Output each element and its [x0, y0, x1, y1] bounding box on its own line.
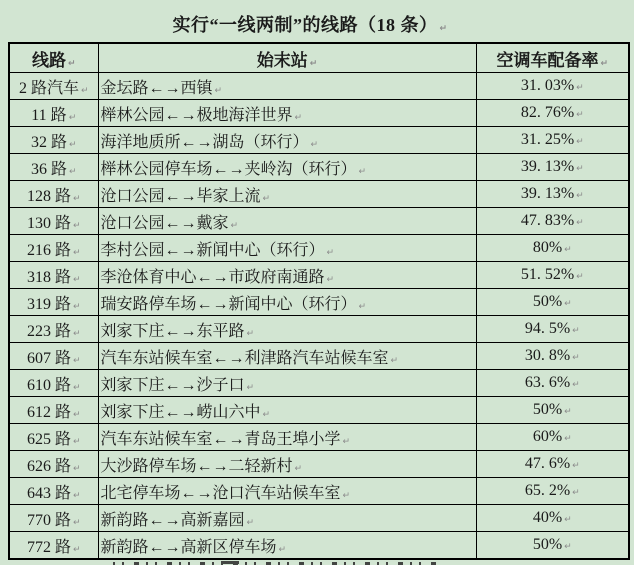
- rate-cell: [476, 451, 629, 478]
- route-cell-text: 216 路: [26, 241, 71, 259]
- rate-cell: [476, 181, 629, 208]
- rate-cell: [476, 343, 629, 370]
- header-rate-label: 空调车配备率: [496, 50, 599, 70]
- stations-cell: [98, 262, 476, 289]
- route-cell: [9, 451, 98, 478]
- stations-cell-text: 李沧体育中心←→市政府南通路: [100, 268, 325, 286]
- stations-cell-text: 大沙路停车场←→二轻新村: [100, 457, 293, 475]
- cell-end-mark-icon: ↵: [72, 193, 81, 204]
- paragraph-mark-icon: ↵: [439, 24, 448, 34]
- cell-end-mark-icon: ↵: [576, 272, 584, 282]
- cell-end-mark-icon: ↵: [600, 58, 609, 69]
- cell-end-mark-icon: ↵: [68, 139, 77, 150]
- rate-cell-text: 50%: [532, 536, 563, 553]
- rate-cell-text: 30. 8%: [524, 347, 571, 364]
- cell-end-mark-icon: ↵: [72, 544, 81, 555]
- route-cell: [9, 424, 98, 451]
- stations-cell: [98, 127, 476, 154]
- route-cell: [9, 73, 98, 100]
- cell-end-mark-icon: ↵: [72, 463, 81, 474]
- cell-end-mark-icon: ↵: [72, 490, 81, 501]
- cell-end-mark-icon: ↵: [358, 166, 367, 177]
- cell-end-mark-icon: ↵: [576, 137, 584, 147]
- stations-cell: [98, 100, 476, 127]
- stations-cell-text: 沧口公园←→毕家上流: [100, 187, 261, 205]
- cell-end-mark-icon: ↵: [262, 193, 271, 204]
- table-row: [9, 289, 629, 316]
- cell-end-mark-icon: ↵: [564, 407, 572, 417]
- cell-end-mark-icon: ↵: [262, 409, 271, 420]
- stations-cell: [98, 478, 476, 505]
- route-cell-text: 32 路: [30, 133, 67, 151]
- cell-end-mark-icon: ↵: [576, 110, 584, 120]
- route-cell: [9, 343, 98, 370]
- route-cell-text: 2 路汽车: [18, 79, 79, 97]
- table-row: [9, 424, 629, 451]
- stations-cell: [98, 316, 476, 343]
- route-cell-text: 36 路: [30, 160, 67, 178]
- table-row: [9, 262, 629, 289]
- header-stations-label: 始末站: [256, 50, 308, 70]
- rate-cell-text: 39. 13%: [520, 158, 575, 175]
- route-cell: [9, 127, 98, 154]
- cell-end-mark-icon: ↵: [564, 245, 572, 255]
- stations-cell-text: 沧口公园←→戴家: [100, 214, 229, 232]
- table-row: [9, 370, 629, 397]
- cell-end-mark-icon: ↵: [72, 517, 81, 528]
- route-cell-text: 643 路: [26, 484, 71, 502]
- route-cell: [9, 478, 98, 505]
- table-row: [9, 451, 629, 478]
- header-route-label: 线路: [31, 50, 66, 70]
- route-cell-text: 625 路: [26, 430, 71, 448]
- table-title-text: 实行“一线两制”的线路（18 条）: [172, 15, 438, 35]
- table-row: [9, 478, 629, 505]
- route-cell-text: 772 路: [26, 538, 71, 556]
- route-cell: [9, 235, 98, 262]
- stations-cell: [98, 73, 476, 100]
- route-cell: [9, 262, 98, 289]
- cell-end-mark-icon: ↵: [564, 542, 572, 552]
- header-rate: [476, 43, 629, 73]
- rate-cell: [476, 370, 629, 397]
- cell-end-mark-icon: ↵: [358, 301, 367, 312]
- route-cell: [9, 181, 98, 208]
- stations-cell: [98, 424, 476, 451]
- rate-cell: [476, 127, 629, 154]
- cell-end-mark-icon: ↵: [72, 382, 81, 393]
- rate-cell: [476, 397, 629, 424]
- rate-cell: [476, 154, 629, 181]
- table-row: [9, 397, 629, 424]
- table-row: [9, 73, 629, 100]
- stations-cell: [98, 235, 476, 262]
- rate-cell: [476, 316, 629, 343]
- route-cell: [9, 505, 98, 532]
- table-row: [9, 154, 629, 181]
- stations-cell-text: 北宅停车场←→沧口汽车站候车室: [100, 484, 341, 502]
- cell-end-mark-icon: ↵: [72, 436, 81, 447]
- route-cell-text: 128 路: [26, 187, 71, 205]
- cell-end-mark-icon: ↵: [294, 463, 303, 474]
- rate-cell: [476, 532, 629, 560]
- stations-cell: [98, 532, 476, 560]
- routes-table: [8, 42, 630, 560]
- rate-cell-text: 63. 6%: [524, 374, 571, 391]
- rate-cell-text: 47. 83%: [520, 212, 575, 229]
- table-title: [0, 11, 620, 37]
- rate-cell: [476, 73, 629, 100]
- cell-end-mark-icon: ↵: [576, 83, 584, 93]
- table-row: [9, 316, 629, 343]
- route-cell-text: 607 路: [26, 349, 71, 367]
- table-row: [9, 532, 629, 560]
- rate-cell-text: 51. 52%: [520, 266, 575, 283]
- route-cell-text: 610 路: [26, 376, 71, 394]
- cell-end-mark-icon: ↵: [572, 380, 580, 390]
- cell-end-mark-icon: ↵: [572, 488, 580, 498]
- stations-cell-text: 汽车东站候车室←→青岛王埠小学: [100, 430, 341, 448]
- stations-cell: [98, 343, 476, 370]
- stations-cell-text: 新韵路←→高新区停车场: [100, 538, 277, 556]
- cell-end-mark-icon: ↵: [342, 490, 351, 501]
- cell-end-mark-icon: ↵: [230, 220, 239, 231]
- stations-cell-text: 海洋地质所←→湖岛（环行）: [100, 133, 309, 151]
- header-route: [9, 43, 98, 73]
- header-row: [9, 43, 629, 73]
- stations-cell: [98, 397, 476, 424]
- cell-end-mark-icon: ↵: [72, 301, 81, 312]
- stations-cell: [98, 289, 476, 316]
- stations-cell-text: 刘家下庄←→东平路: [100, 322, 245, 340]
- stations-cell-text: 李村公园←→新闻中心（环行）: [100, 241, 325, 259]
- route-cell: [9, 154, 98, 181]
- cell-end-mark-icon: ↵: [246, 382, 255, 393]
- route-cell: [9, 316, 98, 343]
- table-row: [9, 100, 629, 127]
- rate-cell-text: 80%: [532, 239, 563, 256]
- rate-cell-text: 50%: [532, 401, 563, 418]
- route-cell-text: 11 路: [31, 106, 67, 124]
- cell-end-mark-icon: ↵: [390, 355, 399, 366]
- cell-end-mark-icon: ↵: [72, 247, 81, 258]
- cell-end-mark-icon: ↵: [294, 112, 303, 123]
- cell-end-mark-icon: ↵: [572, 353, 580, 363]
- route-cell-text: 770 路: [26, 511, 71, 529]
- stations-cell: [98, 154, 476, 181]
- route-cell: [9, 397, 98, 424]
- cell-end-mark-icon: ↵: [72, 409, 81, 420]
- cell-end-mark-icon: ↵: [576, 191, 584, 201]
- rate-cell: [476, 100, 629, 127]
- rate-cell-text: 60%: [532, 428, 563, 445]
- route-cell-text: 130 路: [26, 214, 71, 232]
- route-cell-text: 318 路: [26, 268, 71, 286]
- stations-cell: [98, 451, 476, 478]
- cell-end-mark-icon: ↵: [572, 461, 580, 471]
- stations-cell-text: 瑞安路停车场←→新闻中心（环行）: [100, 295, 357, 313]
- routes-table-body: [9, 73, 629, 560]
- cell-end-mark-icon: ↵: [68, 112, 77, 123]
- cell-end-mark-icon: ↵: [72, 355, 81, 366]
- route-cell-text: 223 路: [26, 322, 71, 340]
- cell-end-mark-icon: ↵: [576, 164, 584, 174]
- rate-cell: [476, 478, 629, 505]
- route-cell: [9, 370, 98, 397]
- stations-cell-text: 刘家下庄←→沙子口: [100, 376, 245, 394]
- table-row: [9, 127, 629, 154]
- cell-end-mark-icon: ↵: [246, 328, 255, 339]
- rate-cell: [476, 262, 629, 289]
- rate-cell-text: 40%: [532, 509, 563, 526]
- cell-end-mark-icon: ↵: [72, 328, 81, 339]
- route-cell: [9, 289, 98, 316]
- table-row: [9, 208, 629, 235]
- cell-end-mark-icon: ↵: [246, 517, 255, 528]
- stations-cell: [98, 370, 476, 397]
- cell-end-mark-icon: ↵: [564, 299, 572, 309]
- table-row: [9, 343, 629, 370]
- stations-cell: [98, 208, 476, 235]
- cell-end-mark-icon: ↵: [326, 274, 335, 285]
- route-cell-text: 626 路: [26, 457, 71, 475]
- routes-table-header: [9, 43, 629, 73]
- rate-cell-text: 65. 2%: [524, 482, 571, 499]
- cell-end-mark-icon: ↵: [214, 85, 223, 96]
- stations-cell-text: 金坛路←→西镇: [100, 79, 213, 97]
- cell-end-mark-icon: ↵: [309, 58, 318, 69]
- stations-cell-text: 榉林公园←→极地海洋世界: [100, 106, 293, 124]
- rate-cell-text: 82. 76%: [520, 104, 575, 121]
- route-cell-text: 319 路: [26, 295, 71, 313]
- cell-end-mark-icon: ↵: [564, 515, 572, 525]
- rate-cell-text: 31. 25%: [520, 131, 575, 148]
- rate-cell-text: 50%: [532, 293, 563, 310]
- route-cell-text: 612 路: [26, 403, 71, 421]
- stations-cell-text: 榉林公园停车场←→夹岭沟（环行）: [100, 160, 357, 178]
- cell-end-mark-icon: ↵: [67, 58, 76, 69]
- cell-end-mark-icon: ↵: [342, 436, 351, 447]
- rate-cell-text: 94. 5%: [524, 320, 571, 337]
- route-cell: [9, 100, 98, 127]
- rate-cell-text: 39. 13%: [520, 185, 575, 202]
- route-cell: [9, 532, 98, 560]
- cell-end-mark-icon: ↵: [68, 166, 77, 177]
- cell-end-mark-icon: ↵: [80, 85, 89, 96]
- cell-end-mark-icon: ↵: [310, 139, 319, 150]
- rate-cell-text: 31. 03%: [520, 77, 575, 94]
- stations-cell-text: 刘家下庄←→崂山六中: [100, 403, 261, 421]
- header-stations: [98, 43, 476, 73]
- rate-cell: [476, 505, 629, 532]
- cell-end-mark-icon: ↵: [278, 544, 287, 555]
- table-row: [9, 181, 629, 208]
- cell-end-mark-icon: ↵: [564, 434, 572, 444]
- stations-cell: [98, 505, 476, 532]
- cell-end-mark-icon: ↵: [572, 326, 580, 336]
- table-row: [9, 505, 629, 532]
- rate-cell: [476, 424, 629, 451]
- stations-cell-text: 汽车东站候车室←→利津路汽车站候车室: [100, 349, 389, 367]
- table-row: [9, 235, 629, 262]
- cell-end-mark-icon: ↵: [326, 247, 335, 258]
- cell-end-mark-icon: ↵: [72, 220, 81, 231]
- stations-cell-text: 新韵路←→高新嘉园: [100, 511, 245, 529]
- rate-cell: [476, 289, 629, 316]
- clipped-next-line-fragment: [113, 558, 443, 565]
- cell-end-mark-icon: ↵: [72, 274, 81, 285]
- route-cell: [9, 208, 98, 235]
- rate-cell-text: 47. 6%: [524, 455, 571, 472]
- stations-cell: [98, 181, 476, 208]
- rate-cell: [476, 235, 629, 262]
- cell-end-mark-icon: ↵: [576, 218, 584, 228]
- rate-cell: [476, 208, 629, 235]
